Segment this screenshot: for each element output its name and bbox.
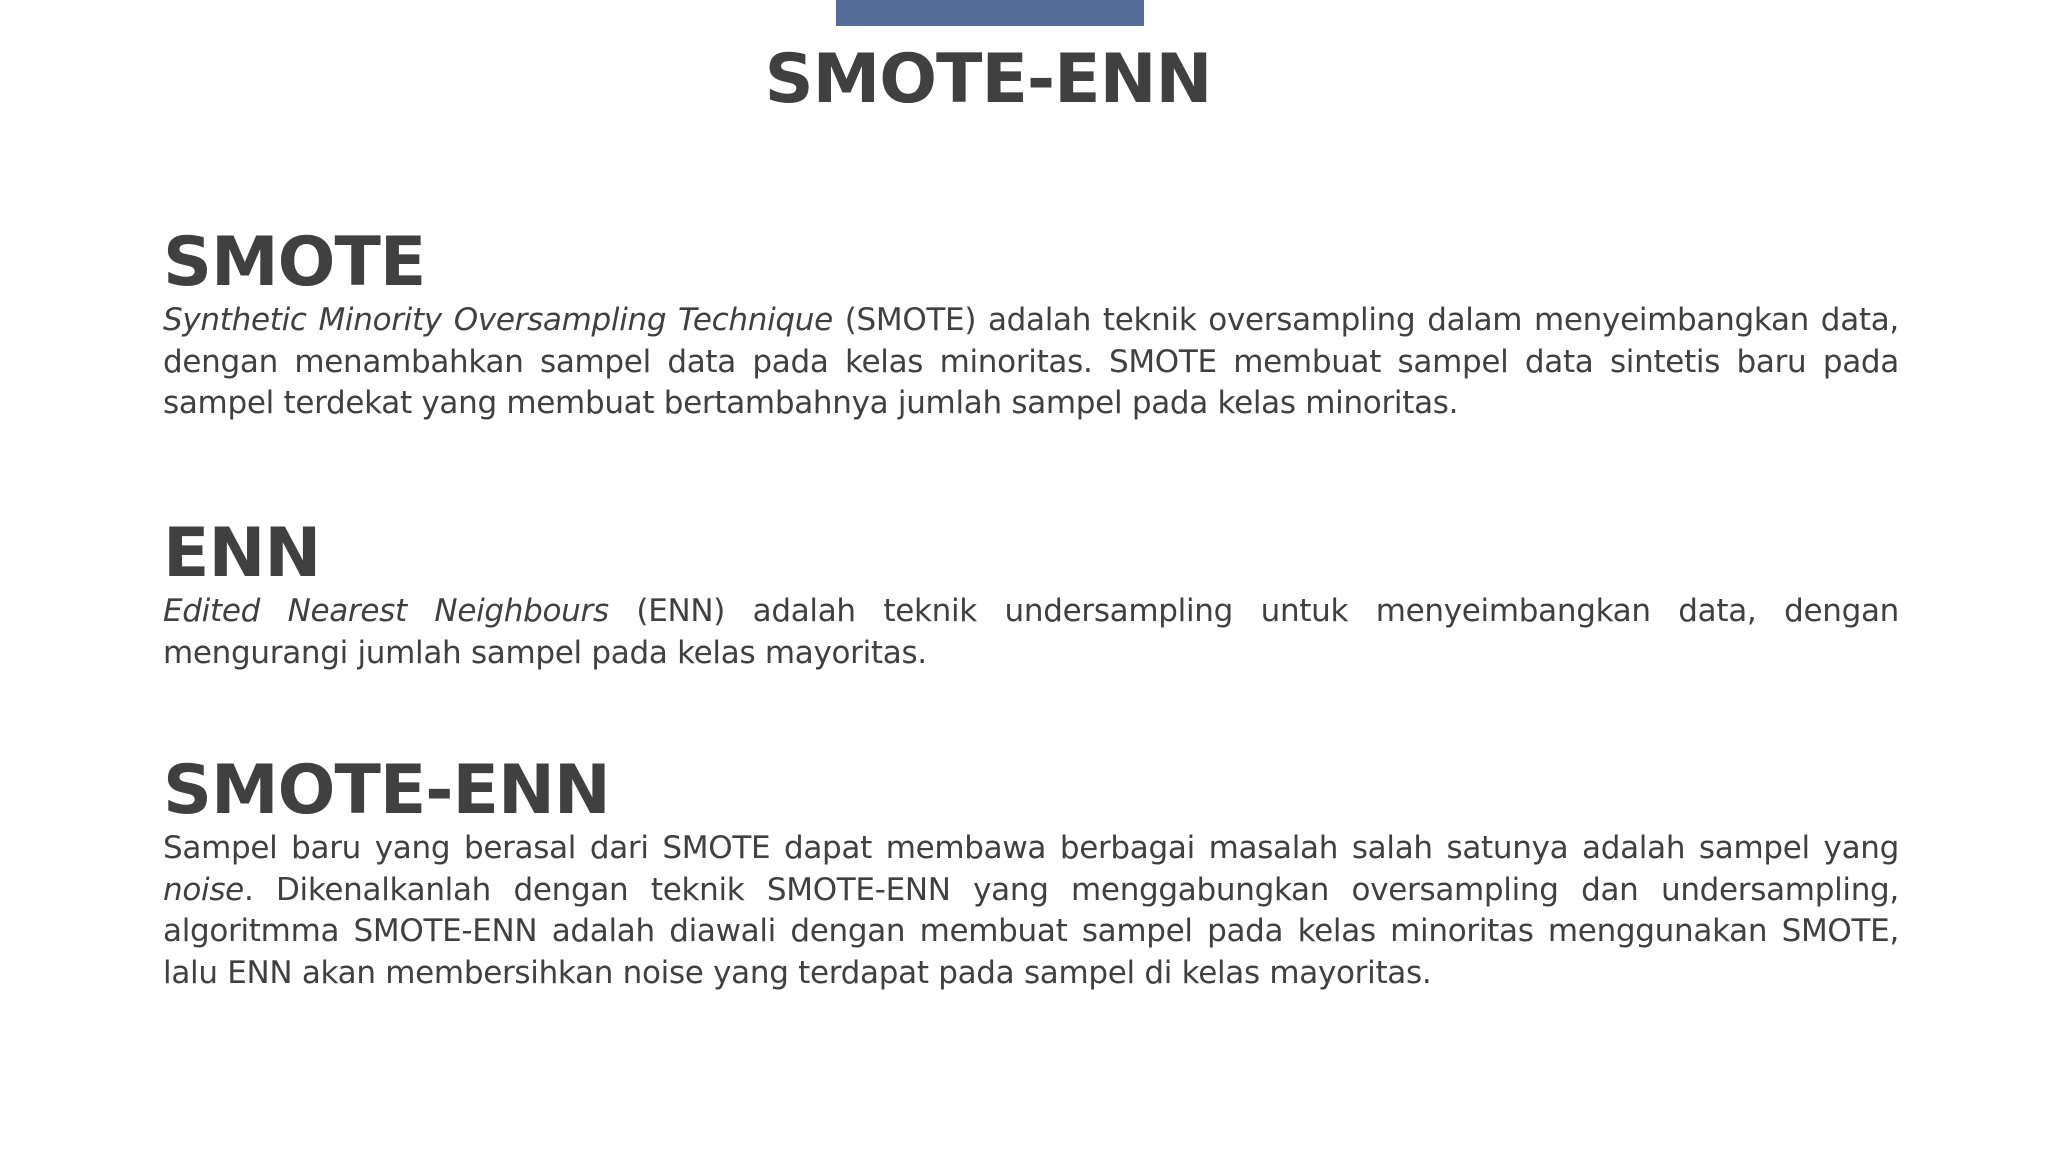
section-heading-enn: ENN <box>163 514 321 593</box>
page-title: SMOTE-ENN <box>764 40 1212 119</box>
term-italic: noise <box>163 871 244 908</box>
section-paragraph-smote-enn <box>163 828 1899 994</box>
paragraph-text: . Dikenalkanlah dengan teknik SMOTE-ENN yang menggabungkan oversampling dan undersampling, algoritmma SMOTE-ENN adalah diawali dengan membuat sampel pada kelas minoritas menggunakan SMOTE, lalu ENN akan membersihkan noise yang terdapat pada sampel di kelas mayoritas. <box>163 871 1899 991</box>
paragraph-text: (SMOTE) adalah teknik oversampling dalam menyeimbangkan data, dengan menambahkan sampel data pada kelas minoritas. SMOTE membuat sampel data sintetis baru pada sampel terdekat yang membuat bertambahnya jumlah sampel pada kelas minoritas. <box>163 302 1899 421</box>
term-italic: Synthetic Minority Oversampling Technique <box>163 302 833 338</box>
section-heading-smote: SMOTE <box>163 223 426 302</box>
section-paragraph-smote <box>163 300 1899 425</box>
section-paragraph-enn <box>163 591 1899 674</box>
term-italic: Edited Nearest Neighbours <box>163 593 609 629</box>
section-heading-smote-enn: SMOTE-ENN <box>163 751 610 830</box>
paragraph-text: (ENN) adalah teknik undersampling untuk menyeimbangkan data, dengan mengurangi jumlah sampel pada kelas mayoritas. <box>163 593 1899 671</box>
title-accent-bar <box>836 0 1144 26</box>
section-smote-enn <box>163 751 1899 994</box>
paragraph-text: Sampel baru yang berasal dari SMOTE dapat membawa berbagai masalah salah satunya adalah sampel yang <box>163 830 1899 866</box>
section-enn <box>163 514 1899 674</box>
section-smote <box>163 223 1899 425</box>
